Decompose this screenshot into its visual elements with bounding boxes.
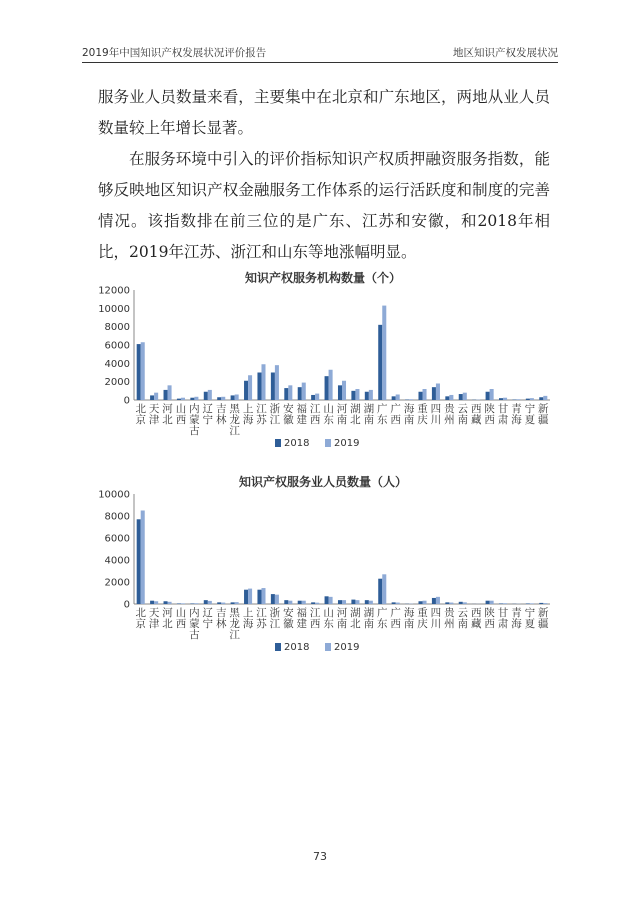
bar-2018 (392, 396, 396, 400)
category-label: 夏 (524, 414, 536, 426)
bar-2018 (445, 396, 449, 400)
bar-2019 (369, 390, 373, 400)
bar-2019 (463, 393, 467, 400)
bar-2019 (261, 588, 265, 604)
category-label: 北 (135, 607, 146, 619)
category-label: 藏 (470, 414, 482, 426)
category-label: 宁 (202, 414, 214, 426)
category-label: 南 (457, 618, 469, 630)
category-label: 甘 (497, 607, 509, 619)
bar-2018 (432, 598, 436, 604)
category-label: 津 (148, 414, 160, 426)
bar-2018 (445, 602, 449, 604)
bar-2019 (436, 384, 440, 401)
bar-2018 (365, 392, 369, 400)
bar-2019 (342, 381, 346, 400)
category-label: 西 (309, 618, 321, 630)
bar-2018 (231, 395, 235, 400)
bar-2018 (257, 373, 261, 401)
category-label: 疆 (538, 618, 549, 630)
legend-swatch (325, 439, 331, 447)
y-tick-label: 4000 (104, 555, 130, 567)
bar-2018 (459, 602, 463, 604)
category-label: 辽 (202, 403, 214, 415)
bar-2019 (490, 389, 494, 400)
bar-2019 (449, 395, 453, 400)
category-label: 建 (296, 618, 307, 630)
bar-2018 (526, 603, 530, 604)
category-label: 藏 (470, 618, 482, 630)
category-label: 徽 (283, 618, 294, 630)
bar-2018 (325, 596, 329, 604)
category-label: 浙 (269, 607, 281, 619)
bar-2019 (194, 603, 198, 604)
bar-2018 (244, 381, 248, 400)
category-label: 疆 (538, 414, 549, 426)
bar-2018 (231, 602, 235, 604)
category-label: 上 (242, 403, 254, 415)
bar-2019 (221, 603, 225, 604)
bar-2019 (436, 597, 440, 604)
chart-title: 知识产权服务机构数量（个） (244, 271, 402, 285)
category-label: 北 (350, 414, 361, 426)
category-label: 湖 (363, 607, 375, 619)
bar-2019 (194, 397, 198, 400)
bar-2019 (235, 602, 239, 604)
bar-2018 (298, 601, 302, 604)
bar-2018 (418, 601, 422, 604)
category-label: 东 (323, 618, 334, 630)
bar-2019 (288, 601, 292, 604)
legend-label: 2018 (284, 642, 310, 653)
bar-2019 (423, 389, 427, 400)
category-label: 浙 (269, 403, 281, 415)
bar-2018 (298, 387, 302, 400)
category-label: 重 (417, 403, 428, 415)
legend-label: 2019 (334, 642, 360, 653)
category-label: 福 (296, 403, 307, 415)
bar-2018 (257, 590, 261, 604)
bar-2019 (396, 395, 400, 401)
bar-2019 (543, 396, 547, 400)
category-label: 江 (256, 607, 267, 619)
category-label: 西 (470, 607, 482, 619)
legend-label: 2019 (334, 438, 360, 449)
category-label: 天 (148, 607, 160, 619)
category-label: 西 (309, 414, 321, 426)
bar-2019 (181, 398, 185, 400)
bar-2019 (288, 385, 292, 400)
category-label: 陕 (484, 607, 495, 619)
bar-2018 (244, 590, 248, 604)
bar-2018 (217, 397, 221, 400)
bar-2019 (490, 601, 494, 604)
category-label: 古 (189, 425, 200, 437)
category-label: 重 (417, 607, 428, 619)
category-label: 南 (336, 414, 348, 426)
category-label: 江 (229, 629, 240, 641)
bar-2018 (392, 602, 396, 604)
category-label: 湖 (350, 403, 361, 415)
bar-2018 (271, 594, 275, 604)
category-label: 肃 (497, 414, 509, 426)
y-tick-label: 8000 (104, 322, 130, 334)
category-label: 辽 (202, 607, 214, 619)
bar-2019 (382, 306, 386, 400)
bar-2018 (150, 395, 154, 400)
bar-2019 (168, 385, 172, 400)
category-label: 吉 (215, 607, 227, 619)
bar-2018 (150, 601, 154, 604)
bar-2018 (378, 325, 382, 400)
bar-2019 (302, 601, 306, 604)
y-tick-label: 6000 (104, 533, 130, 545)
bar-2019 (530, 603, 534, 604)
bar-2018 (325, 376, 329, 400)
y-tick-label: 10000 (98, 489, 130, 501)
category-label: 陕 (484, 403, 495, 415)
category-label: 江 (309, 607, 321, 619)
bar-2018 (351, 600, 355, 604)
bar-2018 (177, 603, 181, 604)
category-label: 广 (377, 403, 388, 415)
bar-2019 (154, 393, 158, 400)
bar-2019 (302, 383, 306, 400)
category-label: 蒙 (189, 618, 200, 630)
bar-2018 (499, 603, 503, 604)
category-label: 江 (256, 403, 267, 415)
y-tick-label: 4000 (104, 358, 130, 370)
category-label: 庆 (417, 414, 428, 426)
bar-2018 (418, 392, 422, 400)
bar-2019 (409, 399, 413, 400)
bar-2019 (181, 603, 185, 604)
category-label: 甘 (497, 403, 509, 415)
category-label: 广 (377, 607, 388, 619)
bar-2018 (190, 603, 194, 604)
category-label: 京 (135, 618, 146, 630)
category-label: 江 (269, 414, 281, 426)
bar-2019 (369, 601, 373, 604)
bar-2019 (315, 394, 319, 400)
bar-2018 (284, 600, 288, 604)
y-tick-label: 6000 (104, 340, 130, 352)
y-tick-label: 8000 (104, 511, 130, 523)
category-label: 山 (175, 403, 187, 415)
category-label: 北 (162, 618, 173, 630)
bar-2019 (168, 602, 172, 604)
category-label: 夏 (524, 618, 536, 630)
category-label: 林 (215, 414, 227, 426)
category-label: 南 (336, 618, 348, 630)
chart-svg (88, 468, 558, 658)
legend-swatch (275, 439, 281, 447)
category-label: 南 (363, 618, 375, 630)
category-label: 东 (377, 414, 388, 426)
bar-2018 (164, 601, 168, 604)
category-label: 西 (175, 414, 187, 426)
bar-2018 (137, 344, 141, 400)
category-label: 新 (538, 607, 549, 619)
bar-2018 (204, 392, 208, 400)
category-label: 北 (162, 414, 173, 426)
bar-2019 (463, 602, 467, 604)
bar-2018 (311, 602, 315, 604)
category-label: 安 (283, 607, 294, 619)
category-label: 安 (283, 403, 294, 415)
bar-2019 (315, 603, 319, 604)
category-label: 山 (175, 607, 187, 619)
bar-2019 (503, 603, 507, 604)
category-label: 建 (296, 414, 307, 426)
category-label: 青 (511, 403, 522, 415)
bar-2019 (208, 601, 212, 604)
bar-2018 (486, 392, 490, 400)
category-label: 西 (390, 414, 401, 426)
bar-2018 (284, 388, 288, 400)
paragraph-service-staff: 服务业人员数量来看，主要集中在北京和广东地区，两地从业人员数量较上年增长显著。 (98, 88, 550, 137)
category-label: 吉 (215, 403, 227, 415)
bar-2019 (208, 390, 212, 400)
category-label: 北 (350, 618, 361, 630)
category-label: 黑 (229, 607, 240, 619)
bar-2018 (204, 600, 208, 604)
category-label: 广 (390, 403, 401, 415)
category-label: 庆 (417, 618, 428, 630)
bar-2018 (217, 602, 221, 604)
bar-2018 (486, 601, 490, 604)
bar-2018 (177, 399, 181, 400)
category-label: 山 (323, 607, 334, 619)
bar-2019 (141, 511, 145, 605)
bar-2019 (221, 397, 225, 400)
bar-2018 (338, 385, 342, 400)
category-label: 海 (403, 607, 415, 619)
category-label: 海 (403, 403, 415, 415)
category-label: 南 (403, 618, 415, 630)
category-label: 川 (430, 618, 442, 630)
category-label: 西 (175, 618, 187, 630)
category-label: 河 (336, 607, 348, 619)
category-label: 宁 (524, 607, 536, 619)
bar-2018 (351, 391, 355, 400)
bar-2019 (355, 600, 359, 604)
category-label: 海 (511, 618, 522, 630)
category-label: 河 (162, 607, 173, 619)
category-label: 古 (189, 629, 200, 641)
category-label: 青 (511, 607, 522, 619)
category-label: 东 (323, 414, 334, 426)
y-tick-label: 10000 (98, 303, 130, 315)
bar-2019 (503, 398, 507, 400)
chart-svg (88, 264, 558, 454)
category-label: 林 (215, 618, 227, 630)
category-label: 西 (390, 618, 401, 630)
page-number: 73 (313, 850, 327, 863)
category-label: 南 (363, 414, 375, 426)
bar-2019 (329, 370, 333, 400)
category-label: 东 (377, 618, 388, 630)
category-label: 福 (296, 607, 307, 619)
bar-2018 (499, 398, 503, 400)
category-label: 河 (336, 403, 348, 415)
bar-2018 (432, 387, 436, 400)
category-label: 北 (135, 403, 146, 415)
y-tick-label: 12000 (98, 285, 130, 297)
category-label: 上 (242, 607, 254, 619)
category-label: 川 (430, 414, 442, 426)
bar-2018 (137, 519, 141, 604)
category-label: 云 (457, 607, 469, 619)
category-label: 龙 (229, 618, 240, 630)
category-label: 州 (444, 414, 455, 426)
bar-2019 (423, 601, 427, 604)
bar-2019 (275, 595, 279, 604)
category-label: 四 (430, 607, 442, 619)
category-label: 新 (538, 403, 549, 415)
category-label: 贵 (444, 403, 455, 415)
bar-2019 (342, 600, 346, 604)
category-label: 西 (484, 414, 495, 426)
header-section-title: 地区知识产权发展状况 (453, 47, 558, 59)
category-label: 京 (135, 414, 146, 426)
bar-2019 (449, 603, 453, 604)
category-label: 内 (189, 403, 200, 415)
bar-2019 (248, 375, 252, 400)
y-tick-label: 0 (123, 395, 130, 407)
category-label: 宁 (202, 618, 214, 630)
legend-swatch (325, 643, 331, 651)
y-tick-label: 2000 (104, 377, 130, 389)
category-label: 内 (189, 607, 200, 619)
bar-2019 (275, 365, 279, 400)
bar-2019 (516, 399, 520, 400)
bar-2018 (539, 397, 543, 400)
bar-2019 (154, 601, 158, 604)
category-label: 海 (242, 618, 254, 630)
category-label: 四 (430, 403, 442, 415)
paragraph-pledge-index: 在服务环境中引入的评价指标知识产权质押融资服务指数，能够反映地区知识产权金融服务工作体系的运行活跃度和制度的完善情况。该指数排在前三位的是广东、江苏和安徽，和2018年相比，2019年江苏、浙江和山东等地涨幅明显。 (98, 150, 550, 261)
category-label: 江 (309, 403, 321, 415)
category-label: 湖 (350, 607, 361, 619)
bar-2018 (271, 373, 275, 401)
header-report-title: 2019年中国知识产权发展状况评价报告 (82, 47, 267, 59)
bar-2018 (378, 579, 382, 604)
bar-2019 (248, 589, 252, 604)
bar-2019 (382, 574, 386, 604)
category-label: 苏 (256, 414, 267, 426)
bar-2019 (329, 597, 333, 604)
category-label: 黑 (229, 403, 240, 415)
category-label: 肃 (497, 618, 509, 630)
category-label: 云 (457, 403, 469, 415)
y-tick-label: 2000 (104, 577, 130, 589)
category-label: 宁 (524, 403, 536, 415)
bar-2019 (530, 398, 534, 400)
category-label: 津 (148, 618, 160, 630)
bar-2019 (141, 342, 145, 400)
chart-service-institutions (88, 264, 558, 454)
bar-2018 (190, 398, 194, 400)
category-label: 西 (470, 403, 482, 415)
category-label: 江 (229, 425, 240, 437)
category-label: 苏 (256, 618, 267, 630)
category-label: 广 (390, 607, 401, 619)
bar-2018 (539, 603, 543, 604)
category-label: 贵 (444, 607, 455, 619)
bar-2019 (235, 395, 239, 401)
category-label: 南 (457, 414, 469, 426)
category-label: 西 (484, 618, 495, 630)
chart-service-staff (88, 468, 558, 658)
category-label: 蒙 (189, 414, 200, 426)
page-header (82, 44, 558, 63)
bar-2018 (459, 394, 463, 400)
category-label: 州 (444, 618, 455, 630)
bar-2018 (526, 399, 530, 400)
category-label: 海 (511, 414, 522, 426)
category-label: 河 (162, 403, 173, 415)
bar-2018 (338, 600, 342, 604)
bar-2019 (543, 603, 547, 604)
legend-swatch (275, 643, 281, 651)
bar-2019 (396, 603, 400, 604)
category-label: 湖 (363, 403, 375, 415)
bar-2018 (164, 390, 168, 400)
y-tick-label: 0 (123, 599, 130, 611)
category-label: 徽 (283, 414, 294, 426)
bar-2019 (261, 364, 265, 400)
category-label: 天 (148, 403, 160, 415)
category-label: 山 (323, 403, 334, 415)
legend-label: 2018 (284, 438, 310, 449)
category-label: 江 (269, 618, 281, 630)
category-label: 海 (242, 414, 254, 426)
chart-title: 知识产权服务业人员数量（人） (238, 475, 408, 489)
bar-2019 (355, 389, 359, 400)
bar-2018 (365, 600, 369, 604)
category-label: 南 (403, 414, 415, 426)
category-label: 龙 (229, 414, 240, 426)
bar-2018 (311, 395, 315, 400)
